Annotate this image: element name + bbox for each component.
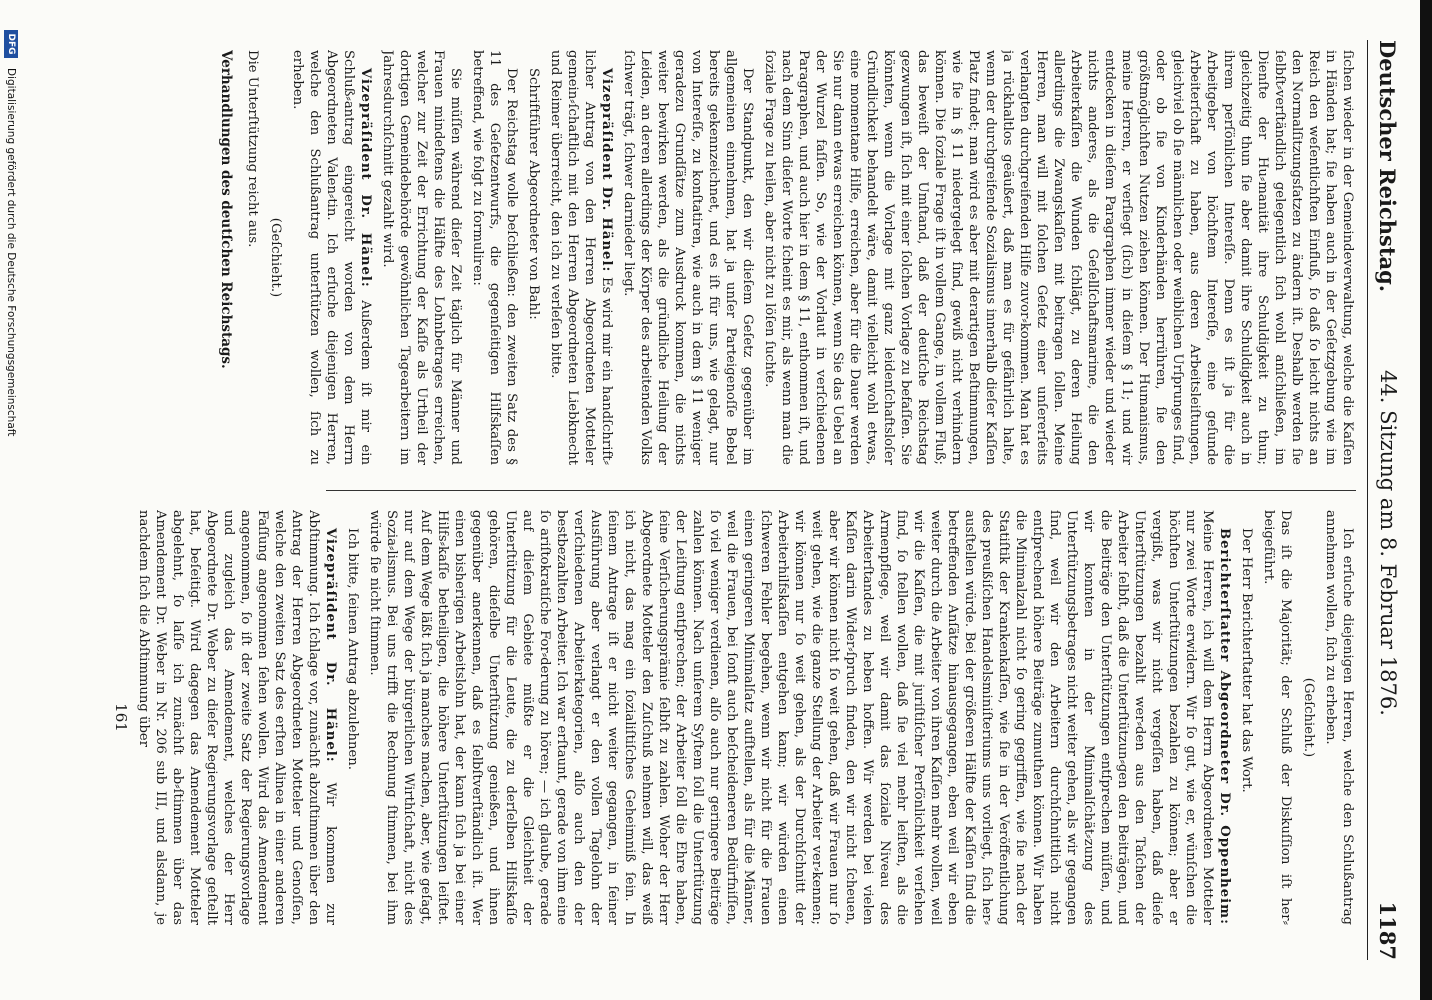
paragraph: Der Herr Berichterſtatter hat das Wort. [1239, 528, 1254, 793]
speaker-name: Vizepräſident Dr. Hänel: [358, 68, 373, 288]
paragraph: Die Unterſtützung reicht aus. [245, 50, 260, 248]
speaker-name: Berichterſtatter Abgeordneter Dr. Oppenheim: [1217, 528, 1232, 925]
paragraph: Der Standpunkt, den wir dieſem Geſetz gegenüber im allgemeinen einnehmen, hat ja unſer Parteigenoſſe Bebel bereits gekennzeichnet, und es iſt für uns, wie gelagt, nur von Intereſſe, zu konſtatiren, wie auch in dem § 11 weniger geradezu Grundſätze zum Ausdruck kommen, die nichts weiter bewirken werden, als die gründliche Heilung der Leiden, an deren allerdings der Körper des arbeitenden Volks ſchwer trägt, ſchwer darnieder liegt. [621, 50, 755, 465]
paragraph [135, 510, 339, 925]
speech-text: Es wird mir ein handſchrift⸗licher Antrag von den Herren Abgeordneten Motteler gemein⸗ſchaftlich mit den Herren Abgeordneten Liebknecht und Reimer überreicht, den ich zu verleſen bitte. [548, 50, 614, 465]
paragraph [289, 50, 374, 465]
digitization-watermark [2, 30, 20, 970]
watermark-text: Digitalisierung gefördert durch die Deutsche Forschungsgemeinschaft [5, 68, 17, 437]
paragraph: Das iſt die Majorität; der Schluß der Diskuſſion iſt her⸗beigeführt. [1261, 510, 1293, 925]
page-footer: Verhandlungen des deutſchen Reichstags. [218, 50, 234, 369]
paragraph: Sie müſſen während dieſer Zeit täglich für Männer und Frauen mindeſtens die Hälfte des Lohnbetrages erreichen, welcher zur Zeit der Errichtung der Kaſſe als Urtheil der dortigen Gemeindebehörde gewöhnlichen Tagearbeitern im Jahresdurchſchnitt gezahlt wird. [380, 50, 463, 465]
stage-direction: (Geſchieht.) [268, 217, 283, 298]
speech-text: Außerdem iſt mir ein Schluß⸗antrag eingereicht worden von dem Herrn Abgeordneten Valen⸗tin. Ich erſuche diejenigen Herren, welche den Schlußantrag unterſtützen wollen, ſich zu erheben. [290, 50, 373, 465]
paragraph: Der Reichstag wolle beſchließen: den zweiten Satz des § 11 des Geſetzentwurfs, die gegenſeitigen Hilfskaſſen betreffend, wie folgt zu formuliren: [470, 50, 519, 465]
paragraph: Ich bitte, ſeinen Antrag abzulehnen. [345, 528, 360, 770]
dfg-logo: DFG [4, 30, 18, 58]
header-publication: Deutscher Reichstag. [1375, 40, 1400, 293]
signature-mark: 161 [112, 703, 130, 732]
paragraph: Ich erſuche diejenigen Herren, welche den Schlußantrag annehmen wollen, ſich zu erheben. [1323, 510, 1355, 925]
paragraph: ſichen wieder in der Gemeindeverwaltung, welche die Kaſſen in Händen hat; ſie haben auch in der Geſetzgebung wie im Reich den weſentlichſten Einfluß, ſo daß ſo leicht nichts an den Normalſitzungsſatzen zu ändern iſt. Deshalb werden ſie ſelbſt⸗verſtändlich gelegentlich ſich wohl anſchließen, im Dienſte der Hu⸗manität ihre Schuldigkeit zu thun; gleichzeitig thun ſie aber damit ihre Schuldigkeit auch in ihrem perſönlichen Intereſſe. Denn es iſt ja für die Arbeitgeber von höchſtem Intereſſe, eine geſunde Arbeiterſchaft zu haben, aus deren Arbeitsleiſtungen, gleichviel ob ſie männlichen oder weiblichen Urſprunges ſind, oder ob ſie von Kinderhänden herrühren, ſie den größtmöglichſten Nutzen ziehen können. Der Humanismus, meine Herren, er verſiegt (ſich) in dieſem § 11; und wir entdecken in dieſem Paragraphen immer wieder und wieder nichts anderes, als die Geſellſchaftsmarime, die den Arbeiterkaſſen die Wunden ſchlägt, zu deren Heilung allerdings die Zwangskaſſen mit beitragen ſollen. Meine Herren, man will mit ſolchen Geſetz einer unſererſeits verlangten durchgreifenden Hilfe zuvor⸗kommen. Man hat es ja rückhaltlos geäußert, daß man es für gefährlich halte, wenn der durchgreifende Sozialismus innerhalb dieſer Kaſſen Platz findet; man wird es aber mit derartigen Beſtimmungen, wie ſie in § 11 niedergelegt ſind, gewiß nicht verhindern können. Die ſoziale Frage iſt in vollem Gange, in vollem Fluß; das beweiſt der Umſtand, daß der deutſche Reichstag gezwungen iſt, ſich mit einer ſolchen Vorlage zu befaſſen. Sie könnten, wenn die Vorlage mit ganz leidenſchaftsloſer Gründlichkeit behandelt wäre, damit vielleicht wohl etwas, eine momentane Hilfe, erreichen, aber für die Dauer werden Sie nur dann etwas erreichen können, wenn Sie das Uebel an der Wurzel faſſen. So, wie der Vorlaut in verſchiedenen Paragraphen, und auch hier in dem § 11, enthommen iſt, und nach dem Sinn dieſer Worte ſcheint es mir, als wenn man die ſoziale Frage zu heilen, aber nicht zu löſen ſuchte. [762, 50, 1355, 465]
page-header [1367, 40, 1412, 960]
header-session: 44. Sitzung am 8. Februar 1876. [1376, 370, 1400, 716]
paragraph [366, 510, 1233, 925]
right-column [36, 510, 1356, 925]
page-number: 1187 [1375, 901, 1400, 960]
speech-text: Meine Herren, ich will dem Herrn Abgeordneten Motteler nur zwei Worte erwidern. Wir ſo gut, wie er, wünſchen die höchſten Unterſtützungen bezahlen zu können; aber er vergißt, was wir nicht vergeſſen haben, daß dieſe Unterſtützungen bezahlt wer⸗den aus den Taſchen der Arbeiter ſelbſt, daß die Unterſtützun⸗gen den Beiträgen, und die Beiträge den Unterſtützungen entſprechen müſſen, und wir konnten in der Minimalſchät⸗zung des Unterſtützungsbetrages nicht weiter gehen, als wir gegangen ſind, weil wir den Arbeitern durchſchnittlich nicht entſprechend höhere Beiträge zumuthen können. Wir haben die Minimalzahl nicht ſo gering gegriffen, wie ſie nach der Statiſtik der Krankenkaſſen, wie ſie in der Veröffentlichung des preußiſchen Handelsminiſteriums uns vorliegt, ſich her⸗ausſtellen würde. Bei der größeren Hälfte der Kaſſen ſind die betreffenden Anſätze hinausgegangen, eben weil wir eben weiter durch die Arbeiter von ihren Kaſſen mehr wollen, weil wir die Kaſſen, die mit juriſtiſcher Perſönlichkeit verſehen ſind, ſo ſtellen wollen, daß ſie viel mehr leiſten, als die Armenpflege, weil wir damit das ſoziale Niveau des Arbeiterſtandes zu heben hoffen. Wir werden bei vielen Kaſſen darin Wider⸗ſpruch finden, den wir nicht ſcheuen, aber wir können nicht ſo weit gehen, daß wir Frauen nur ſo weit gehen, wie die ganze Stellung der Arbeiter ver⸗kennen; wir können nur ſo weit gehen, als der Durchſchnitt der Arbeiterhilfskaſſen entgehen kann; wir würden einen ſchweren Fehler begehen, wenn wir nicht für die Frauen einen geringeren Minimalſatz aufſtellen, als für die Männer, weil die Frauen, bei ſonſt auch beſcheideneren Bedürfniſſen, ſo viel weniger verdienen, alſo auch nur geringere Beiträge zahlen können. Nach unſerem Syſtem ſoll die Unterſtützung der Leiſtung entſprechen; der Arbeiter ſoll die Ehre haben, ſeine Verſicherungsprämie ſelbſt zu zahlen. Woher der Herr Abgeordnete Motteler den Zuſchuß nehmen will, das weiß ich nicht, das mag ein ſozialiſtiſches Geheimniß ſein. In ſeinem Antrage iſt er nicht weiter gegangen, in ſeiner Ausführung aber verlangt er den vollen Tagelohn der verſchiedenen Arbeiterkategorien, alſo auch den der bestbezahlten Arbeiter. Ich war erſtaunt, gerade von ihm eine ſo ariſtokratiſche For⸗derung zu hören; — ich glaube, gerade auf dieſem Gebiete müßte er die Gleichheit der Unterſtützung für die Leute, die zu derſelben Hilfskaſſe gehören, dieſelbe Unterſtützung genießen, und ihnen gegenüber anerkennen, daß es ſelbſtverſtändlich iſt. Wer einen bisherigen Arbeitslohn hat, der kann ſich ja bei einer Hilfs⸗kaſſe betheiligen, die höhere Unterſtützungen leiſtet. Auf dem Wege läßt ſich ja manches machen, aber, wie geſagt, nur auf dem Wege der bürgerlichen Wirthſchaft, nicht des Sozia⸗lismus. Bei uns trifft die Rechnung ſtimmen, bei ihm würde ſie nicht ſtimmen. [367, 510, 1215, 925]
scan-edge [1420, 0, 1432, 1000]
paragraph: Schriftführer Abgeordneter von Bahl: [526, 68, 541, 320]
left-column [36, 50, 1356, 465]
speech-text: Wir kommen zur Abſtimmung. Ich ſchlage vor, zunächſt abzuſtimmen über den Antrag der Herren Abgeordneten Motteler und Genoſſen, welche den zweiten Satz des erſten Alinea in einer anderen Faſſung angenommen ſehen wollen. Wird das Amendement angenommen, ſo iſt der zweite Satz der Regierungsvorlage und zugleich das Amendement, welches der Herr Abgeordnete Dr. Weber zu dieſer Regierungsvorlage geſtellt hat, beſeitigt. Wird dagegen das Amendement Motteler abgelehnt, ſo laſſe ich zunächſt ab⸗ſtimmen über das Amendement Dr. Weber in Nr. 206 sub III, und alsdann, je nachdem ſich die Abſtimmung über [136, 510, 338, 925]
speaker-name: Vizepräſident Dr. Hänel: [599, 68, 614, 273]
stage-direction: (Geſchieht.) [1301, 677, 1316, 758]
column-divider [326, 490, 1356, 491]
paragraph [547, 50, 615, 465]
speaker-name: Vizepräſident Dr. Hänel: [323, 528, 338, 763]
